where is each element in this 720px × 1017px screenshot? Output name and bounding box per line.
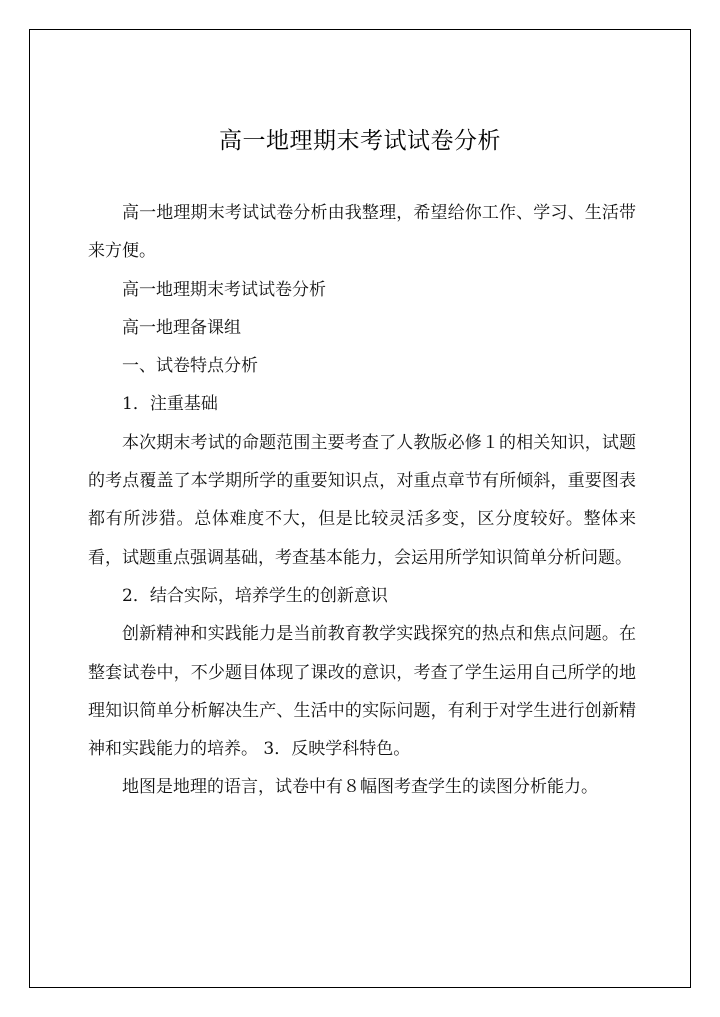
subtitle-paragraph: 高一地理期末考试试卷分析 bbox=[122, 279, 326, 300]
document-page bbox=[29, 29, 691, 988]
document-title: 高一地理期末考试试卷分析 bbox=[219, 128, 501, 154]
subsection-heading-2: 2．结合实际，培养学生的创新意识 bbox=[122, 585, 388, 606]
body-paragraph-1: 本次期末考试的命题范围主要考查了人教版必修１的相关知识，试题的考点覆盖了本学期所学的重要知识点，对重点章节有所倾斜，重要图表都有所涉猎。总体难度不大，但是比较灵活多变，区分度较好。整体来看，试题重点强调基础，考查基本能力，会运用所学知识简单分析问题。 bbox=[88, 432, 636, 568]
intro-paragraph: 高一地理期末考试试卷分析由我整理，希望给你工作、学习、生活带来方便。 bbox=[88, 203, 636, 262]
author-paragraph: 高一地理备课组 bbox=[122, 317, 241, 338]
body-paragraph-3: 地图是地理的语言，试卷中有８幅图考查学生的读图分析能力。 bbox=[122, 777, 598, 798]
body-paragraph-2: 创新精神和实践能力是当前教育教学实践探究的热点和焦点问题。在整套试卷中，不少题目体现了课改的意识，考查了学生运用自己所学的地理知识简单分析解决生产、生活中的实际问题，有利于对学生进行创新精神和实践能力的培养。 3．反映学科特色。 bbox=[88, 624, 636, 760]
section-heading: 一、试卷特点分析 bbox=[122, 356, 258, 377]
document-body bbox=[88, 194, 636, 807]
subsection-heading-1: 1．注重基础 bbox=[122, 394, 218, 415]
